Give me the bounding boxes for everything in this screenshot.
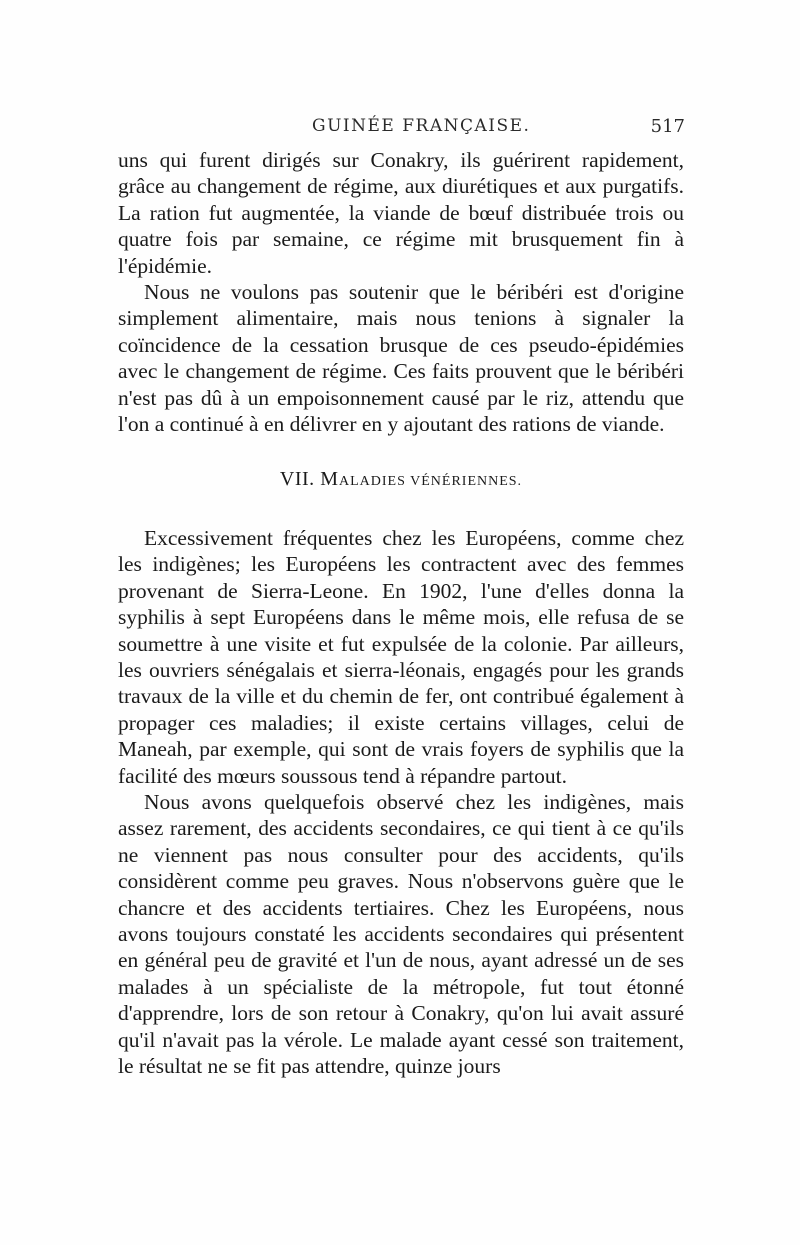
body-text xyxy=(118,147,684,1079)
paragraph-continuation: uns qui furent dirigés sur Conakry, ils guérirent rapidement, grâce au changement de régime, aux diurétiques et aux purgatifs. La ration fut augmentée, la viande de bœuf distribuée trois ou quatre fois par semaine, ce régime mit brusquement fin à l'épidémie. xyxy=(118,148,684,278)
section-title: MALADIES VÉNÉRIENNES. xyxy=(320,468,523,491)
running-title: GUINÉE FRANÇAISE. xyxy=(312,116,531,136)
section-number: VII. xyxy=(279,468,315,491)
page-number: 517 xyxy=(650,116,685,137)
paragraph-venereal-observations: Nous avons quelquefois observé chez les indigènes, mais assez rarement, des accidents secondaires, ce qui tient à ce qu'ils ne viennent pas nous consulter pour des accidents, qu'ils considèrent comme peu graves. Nous n'observons guère que le chancre et des accidents tertiaires. Chez les Européens, nous avons toujours constaté les accidents secondaires qui présentent en général peu de gravité et l'un de nous, ayant adressé un de ses malades à un spécialiste de la métropole, fut tout étonné d'apprendre, lors de son retour à Conakry, qu'on lui avait assuré qu'il n'avait pas la vérole. Le malade ayant cessé son traitement, le résultat ne se fit pas attendre, quinze jours xyxy=(118,789,684,1078)
page-header xyxy=(120,116,685,146)
paragraph-venereal-europeans: Excessivement fréquentes chez les Européens, comme chez les indigènes; les Européens les contractent avec des femmes provenant de Sierra-Leone. En 1902, l'une d'elles donna la syphilis à sept Européens dans le même mois, elle refusa de se soumettre à une visite et fut expulsée de la colonie. Par ailleurs, les ouvriers sénégalais et sierra-léonais, engagés pour les grands travaux de la ville et du chemin de fer, ont contribué également à propager ces maladies; il existe certains villages, celui de Maneah, par exemple, qui sont de vrais foyers de syphilis que la facilité des mœurs soussous tend à répandre partout. xyxy=(118,525,684,788)
paragraph-beriberi: Nous ne voulons pas soutenir que le béribéri est d'origine simplement alimentaire, mais nous tenions à signaler la coïncidence de la cessation brusque de ces pseudo-épidémies avec le changement de régime. Ces faits prouvent que le béribéri n'est pas dû à un empoisonnement causé par le riz, attendu que l'on a continué à en délivrer en y ajoutant des rations de viande. xyxy=(118,280,684,437)
section-heading xyxy=(118,466,684,495)
